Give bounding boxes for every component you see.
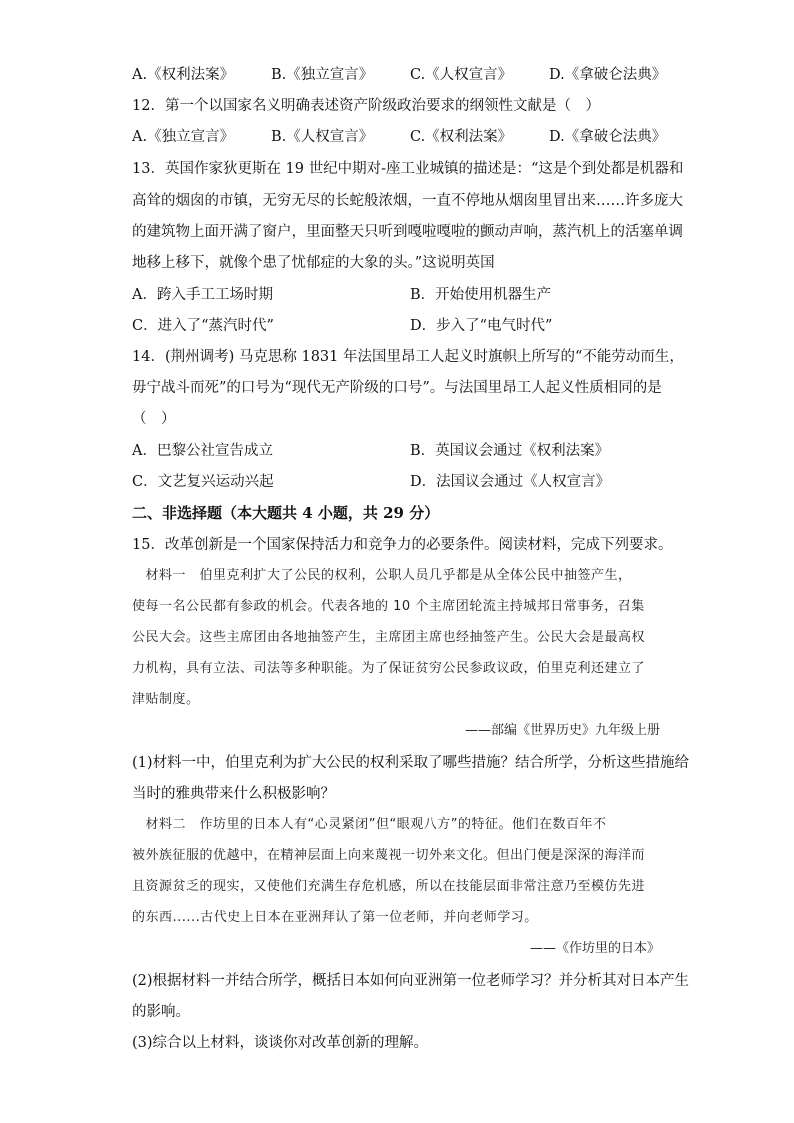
q13-option-b: B．开始使用机器生产 [410, 287, 552, 303]
q13-stem-line: 13．英国作家狄更斯在 19 世纪中期对-座工业城镇的描述是：“这是个到处都是机器和 [132, 161, 684, 177]
q14-option-d: D．法国议会通过《人权宣言》 [410, 474, 611, 490]
q14-stem-line: 14．(荆州调考) 马克思称 1831 年法国里昂工人起义时旗帜上所写的“不能劳动而生， [132, 349, 684, 365]
q15-sub-2-line: (2)根据材料一并结合所学，概括日本如何向亚洲第一位老师学习？并分析其对日本产生 [132, 973, 690, 989]
q11-option-d: D.《拿破仑法典》 [549, 67, 667, 83]
material-1-line: 公民大会。这些主席团由各地抽签产生，主席团主席也经抽签产生。公民大会是最高权 [132, 630, 646, 645]
material-2-line: 且资源贫乏的现实，又使他们充满生存危机感，所以在技能层面非常注意乃至模仿先进 [132, 879, 646, 894]
section-heading: 二、非选择题（本大题共 4 小题，共 29 分） [132, 504, 440, 522]
material-2-line: 被外族征服的优越中，在精神层面上向来蔑视一切外来文化。但出门便是深深的海洋而 [132, 848, 646, 863]
material-1-line: 材料一 伯里克利扩大了公民的权利，公职人员几乎都是从全体公民中抽签产生， [132, 568, 632, 583]
q13-option-d: D．步入了“电气时代” [410, 318, 553, 334]
q15-sub-1-line: (1)材料一中，伯里克利为扩大公民的权利采取了哪些措施？结合所学，分析这些措施给 [132, 755, 690, 771]
material-1-line: 力机构，具有立法、司法等多种职能。为了保证贫穷公民参政议政，伯里克利还建立了 [132, 661, 646, 676]
material-1-line: 津贴制度。 [132, 692, 200, 707]
q13-option-a: A．跨入手工工场时期 [132, 287, 273, 303]
q14-option-a: A．巴黎公社宣告成立 [132, 443, 273, 459]
material-2-source: ——《作坊里的日本》 [529, 941, 660, 956]
q11-option-a: A.《权利法案》 [132, 67, 235, 83]
material-2-line: 的东西......古代史上日本在亚洲拜认了第一位老师，并向老师学习。 [132, 910, 538, 925]
q14-option-b: B．英国议会通过《权利法案》 [410, 443, 610, 459]
q12-option-c: C.《权利法案》 [410, 129, 513, 145]
q15-sub-1-line: 当时的雅典带来什么积极影响？ [132, 786, 335, 802]
material-2-line: 材料二 作坊里的日本人有“心灵紧闭”但“眼观八方”的特征。他们在数百年不 [132, 817, 607, 832]
q14-stem-line: 毋宁战斗而死”的口号为“现代无产阶级的口号”。与法国里昂工人起义性质相同的是 [132, 380, 662, 396]
q12-option-a: A.《独立宣言》 [132, 129, 235, 145]
q13-stem-line: 的建筑物上面开满了窗户，里面整天只听到嘎啦嘎啦的颤动声响，蒸汽机上的活塞单调 [132, 224, 683, 240]
q14-option-c: C．文艺复兴运动兴起 [132, 474, 274, 490]
material-1-line: 使每一名公民都有参政的机会。代表各地的 10 个主席团轮流主持城邦日常事务，召集 [132, 599, 645, 614]
material-1-source: ——部编《世界历史》九年级上册 [464, 723, 660, 738]
q12-stem: 12．第一个以国家名义明确表述资产阶级政治要求的纲领性文献是（ ） [132, 98, 600, 114]
q13-stem-line: 高耸的烟囱的市镇，无穷无尽的长蛇般浓烟，一直不停地从烟囱里冒出来……许多庞大 [132, 193, 683, 209]
q15-sub-2-line: 的影响。 [132, 1004, 190, 1020]
q15-stem: 15．改革创新是一个国家保持活力和竞争力的必要条件。阅读材料，完成下列要求。 [132, 537, 673, 553]
q14-stem-line: （ ） [132, 411, 176, 427]
q12-option-b: B.《人权宣言》 [271, 129, 374, 145]
q11-option-b: B.《独立宣言》 [271, 67, 374, 83]
q11-option-c: C.《人权宣言》 [410, 67, 513, 83]
q13-option-c: C．进入了“蒸汽时代” [132, 318, 274, 334]
q13-stem-line: 地移上移下，就像个患了忧郁症的大象的头。”这说明英国 [132, 255, 495, 271]
q15-sub-3: (3)综合以上材料，谈谈你对改革创新的理解。 [132, 1035, 429, 1051]
q12-option-d: D.《拿破仑法典》 [549, 129, 667, 145]
